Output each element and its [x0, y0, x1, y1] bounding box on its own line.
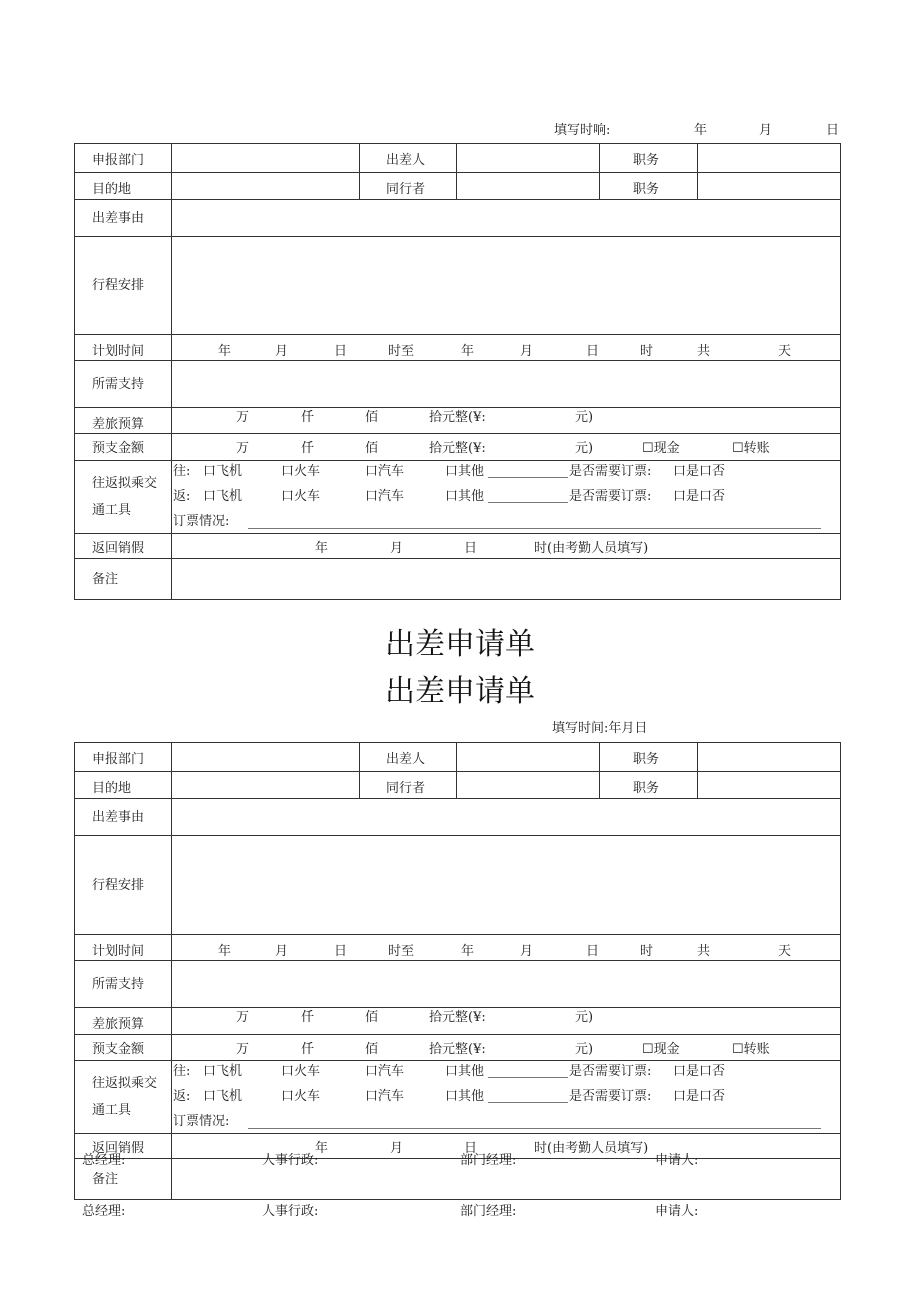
budget-bai: 佰 — [365, 410, 379, 425]
back-train-checkbox[interactable]: 口火车 — [281, 1089, 321, 1104]
back-need-ticket: 是否需要订票: — [569, 1089, 652, 1104]
dept-label: 申报部门 — [92, 752, 145, 767]
out-yes-no[interactable]: 口是口否 — [673, 1064, 726, 1079]
out-other-checkbox[interactable]: 口其他 — [445, 1064, 485, 1079]
back-plane-checkbox[interactable]: 口飞机 — [203, 1089, 243, 1104]
back-car-checkbox[interactable]: 口汽车 — [365, 489, 405, 504]
row-advance — [75, 1034, 840, 1061]
out-train-checkbox[interactable]: 口火车 — [281, 464, 321, 479]
out-need-ticket: 是否需要订票: — [569, 1064, 652, 1079]
row-dept — [75, 743, 840, 771]
plan-end-year: 年 — [461, 344, 475, 359]
plan-start-year: 年 — [218, 344, 232, 359]
destination-input[interactable] — [172, 173, 358, 200]
advance-shi: 拾元整(¥: — [429, 1042, 486, 1057]
transport-label-line1: 往返拟乘交 — [92, 1076, 158, 1091]
destination-label: 目的地 — [92, 781, 132, 796]
row-return-leave — [75, 1133, 840, 1159]
ticket-status-blank[interactable] — [248, 528, 821, 529]
out-need-ticket: 是否需要订票: — [569, 464, 652, 479]
advance-bai: 佰 — [365, 1042, 379, 1057]
budget-bai: 佰 — [365, 1010, 379, 1025]
row-itinerary — [75, 236, 840, 335]
dept-label: 申报部门 — [92, 153, 145, 168]
traveler-label: 出差人 — [386, 153, 426, 168]
itinerary-label: 行程安排 — [92, 278, 145, 293]
out-plane-checkbox[interactable]: 口飞机 — [203, 1064, 243, 1079]
hr-signature-label: 人事行政: — [262, 1153, 319, 1168]
back-plane-checkbox[interactable]: 口飞机 — [203, 489, 243, 504]
row-reason — [75, 199, 840, 237]
back-yes-no[interactable]: 口是口否 — [673, 1089, 726, 1104]
back-need-ticket: 是否需要订票: — [569, 489, 652, 504]
companion-input[interactable] — [457, 772, 598, 799]
itinerary-label: 行程安排 — [92, 878, 145, 893]
form-title-1: 出差申请单 — [385, 627, 535, 662]
remarks-label: 备注 — [92, 572, 119, 587]
position-label: 职务 — [633, 153, 660, 168]
position2-input[interactable] — [698, 772, 840, 799]
plan-time-label: 计划时间 — [92, 944, 145, 959]
plan-start-month: 月 — [275, 344, 289, 359]
dept-manager-signature-label: 部门经理: — [460, 1204, 517, 1219]
budget-qian: 仟 — [301, 1010, 315, 1025]
return-day: 日 — [464, 541, 478, 556]
row-advance — [75, 433, 840, 461]
plan-total: 共 — [697, 944, 711, 959]
row-plan-time — [75, 934, 840, 961]
position2-label: 职务 — [633, 182, 660, 197]
advance-yuan: 元) — [575, 1042, 594, 1057]
plan-days: 天 — [778, 944, 792, 959]
plan-end-day: 日 — [586, 944, 600, 959]
advance-label: 预支金额 — [92, 441, 145, 456]
back-other-blank[interactable] — [488, 502, 568, 503]
return-hour-note: 时(由考勤人员填写) — [534, 1141, 649, 1156]
out-train-checkbox[interactable]: 口火车 — [281, 1064, 321, 1079]
advance-wan: 万 — [236, 1042, 250, 1057]
ticket-status-label: 订票情况: — [173, 514, 230, 529]
bottom-fill-date: 填写时间:年月日 — [552, 721, 648, 736]
row-dept — [75, 144, 840, 172]
traveler-input[interactable] — [457, 144, 598, 172]
support-label: 所需支持 — [92, 977, 145, 992]
out-yes-no[interactable]: 口是口否 — [673, 464, 726, 479]
plan-end-month: 月 — [520, 344, 534, 359]
budget-wan: 万 — [236, 1010, 250, 1025]
cash-checkbox[interactable]: ☐现金 — [642, 1042, 680, 1057]
return-hour-note: 时(由考勤人员填写) — [534, 541, 649, 556]
remarks-input[interactable] — [172, 559, 840, 600]
plan-end-month: 月 — [520, 944, 534, 959]
plan-start-day: 日 — [334, 344, 348, 359]
transport-label-line2: 通工具 — [92, 503, 132, 518]
transport-label-line2: 通工具 — [92, 1103, 132, 1118]
transfer-checkbox[interactable]: ☐转账 — [732, 441, 770, 456]
out-prefix: 往: — [173, 464, 191, 479]
back-other-checkbox[interactable]: 口其他 — [445, 1089, 485, 1104]
row-remarks — [75, 1158, 840, 1200]
dept-input[interactable] — [172, 743, 358, 771]
support-input[interactable] — [172, 961, 840, 1008]
plan-time-label: 计划时间 — [92, 344, 145, 359]
advance-label: 预支金额 — [92, 1042, 145, 1057]
out-other-checkbox[interactable]: 口其他 — [445, 464, 485, 479]
position2-input[interactable] — [698, 173, 840, 200]
traveler-label: 出差人 — [386, 752, 426, 767]
itinerary-input[interactable] — [172, 836, 840, 935]
plan-start-hour-to: 时至 — [388, 944, 415, 959]
gm-signature-label: 总经理: — [82, 1204, 126, 1219]
companion-label: 同行者 — [386, 781, 426, 796]
fill-time-label: 填写时响: — [554, 123, 611, 138]
return-day: 日 — [464, 1141, 478, 1156]
transport-label-line1: 往返拟乘交 — [92, 476, 158, 491]
advance-bai: 佰 — [365, 441, 379, 456]
position-label: 职务 — [633, 752, 660, 767]
return-leave-label: 返回销假 — [92, 541, 145, 556]
out-prefix: 往: — [173, 1064, 191, 1079]
budget-shi: 拾元整(¥: — [429, 1010, 486, 1025]
plan-end-year: 年 — [461, 944, 475, 959]
budget-qian: 仟 — [301, 410, 315, 425]
advance-shi: 拾元整(¥: — [429, 441, 486, 456]
budget-label: 差旅预算 — [92, 417, 145, 432]
plan-days: 天 — [778, 344, 792, 359]
back-yes-no[interactable]: 口是口否 — [673, 489, 726, 504]
advance-qian: 仟 — [301, 1042, 315, 1057]
destination-label: 目的地 — [92, 182, 132, 197]
row-return-leave — [75, 533, 840, 559]
row-itinerary — [75, 835, 840, 935]
row-budget — [75, 407, 840, 434]
travel-form-top — [74, 143, 841, 600]
plan-end-hour: 时 — [640, 944, 654, 959]
itinerary-input[interactable] — [172, 237, 840, 335]
out-other-blank[interactable] — [488, 477, 568, 478]
back-train-checkbox[interactable]: 口火车 — [281, 489, 321, 504]
row-remarks — [75, 558, 840, 600]
fill-day-unit: 日 — [826, 123, 840, 138]
return-month: 月 — [390, 1141, 404, 1156]
out-car-checkbox[interactable]: 口汽车 — [365, 464, 405, 479]
out-car-checkbox[interactable]: 口汽车 — [365, 1064, 405, 1079]
dept-manager-signature-label: 部门经理: — [460, 1153, 517, 1168]
advance-wan: 万 — [236, 441, 250, 456]
out-plane-checkbox[interactable]: 口飞机 — [203, 464, 243, 479]
reason-label: 出差事由 — [92, 810, 145, 825]
fill-month-unit: 月 — [759, 123, 773, 138]
budget-yuan: 元) — [575, 1010, 594, 1025]
form-title-2: 出差申请单 — [385, 674, 535, 709]
companion-label: 同行者 — [386, 182, 426, 197]
reason-input[interactable] — [172, 200, 840, 237]
reason-label: 出差事由 — [92, 211, 145, 226]
plan-start-month: 月 — [275, 944, 289, 959]
plan-total: 共 — [697, 344, 711, 359]
support-label: 所需支持 — [92, 377, 145, 392]
remarks-label: 备注 — [92, 1172, 119, 1187]
position-input[interactable] — [698, 743, 840, 771]
back-other-blank[interactable] — [488, 1102, 568, 1103]
back-prefix: 返: — [173, 1089, 191, 1104]
out-other-blank[interactable] — [488, 1077, 568, 1078]
fill-year-unit: 年 — [694, 123, 708, 138]
reason-input[interactable] — [172, 799, 840, 836]
hr-signature-label: 人事行政: — [262, 1204, 319, 1219]
advance-yuan: 元) — [575, 441, 594, 456]
return-leave-label: 返回销假 — [92, 1141, 145, 1156]
position2-label: 职务 — [633, 781, 660, 796]
row-transport — [75, 460, 840, 534]
destination-input[interactable] — [172, 772, 358, 799]
row-support — [75, 960, 840, 1008]
applicant-signature-label: 申请人: — [655, 1153, 699, 1168]
advance-qian: 仟 — [301, 441, 315, 456]
row-reason — [75, 798, 840, 836]
row-budget — [75, 1007, 840, 1035]
return-year: 年 — [315, 541, 329, 556]
companion-input[interactable] — [457, 173, 598, 200]
budget-label: 差旅预算 — [92, 1017, 145, 1032]
support-input[interactable] — [172, 361, 840, 408]
applicant-signature-label: 申请人: — [655, 1204, 699, 1219]
plan-start-hour-to: 时至 — [388, 344, 415, 359]
gm-signature-label: 总经理: — [82, 1153, 126, 1168]
plan-start-day: 日 — [334, 944, 348, 959]
row-destination — [75, 172, 840, 200]
back-car-checkbox[interactable]: 口汽车 — [365, 1089, 405, 1104]
plan-end-day: 日 — [586, 344, 600, 359]
ticket-status-label: 订票情况: — [173, 1114, 230, 1129]
return-month: 月 — [390, 541, 404, 556]
transfer-checkbox[interactable]: ☐转账 — [732, 1042, 770, 1057]
traveler-input[interactable] — [457, 743, 598, 771]
back-prefix: 返: — [173, 489, 191, 504]
row-transport — [75, 1060, 840, 1134]
position-input[interactable] — [698, 144, 840, 172]
back-other-checkbox[interactable]: 口其他 — [445, 489, 485, 504]
budget-shi: 拾元整(¥: — [429, 410, 486, 425]
budget-yuan: 元) — [575, 410, 594, 425]
travel-form-bottom — [74, 742, 841, 1200]
row-destination — [75, 771, 840, 799]
return-year: 年 — [315, 1141, 329, 1156]
plan-start-year: 年 — [218, 944, 232, 959]
row-plan-time — [75, 334, 840, 361]
budget-wan: 万 — [236, 410, 250, 425]
cash-checkbox[interactable]: ☐现金 — [642, 441, 680, 456]
ticket-status-blank[interactable] — [248, 1128, 821, 1129]
row-support — [75, 360, 840, 408]
plan-end-hour: 时 — [640, 344, 654, 359]
dept-input[interactable] — [172, 144, 358, 172]
